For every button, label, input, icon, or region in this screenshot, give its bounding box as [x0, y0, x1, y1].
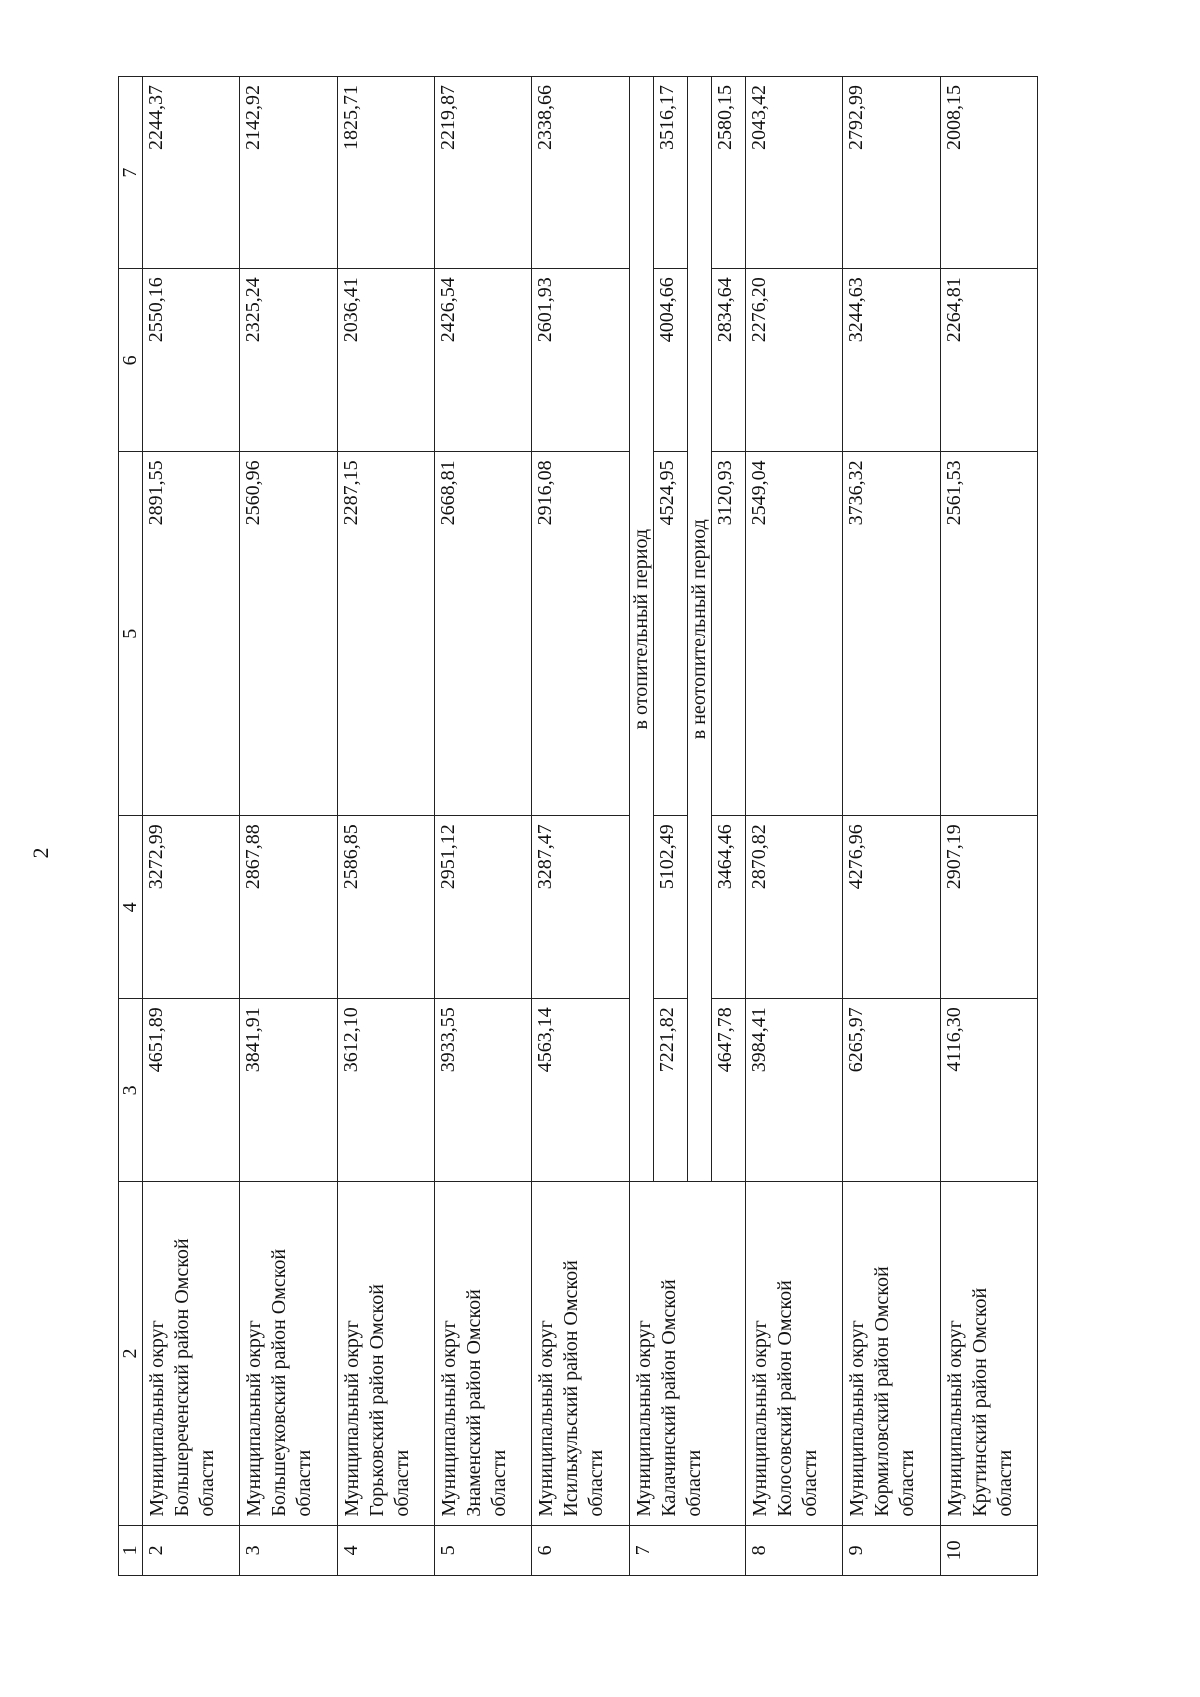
row-number: 5 — [435, 1525, 532, 1575]
value-cell: 2601,93 — [532, 269, 629, 452]
district-name: Муниципальный округ Знаменский район Омской области — [435, 1182, 532, 1525]
value-cell: 2549,04 — [745, 452, 842, 816]
value-cell: 2325,24 — [240, 269, 337, 452]
value-cell: 2586,85 — [337, 816, 434, 999]
value-cell: 2142,92 — [240, 77, 337, 269]
row-number: 9 — [843, 1525, 940, 1575]
district-name: Муниципальный округ Исилькульский район Омской области — [532, 1182, 629, 1525]
value-cell: 2287,15 — [337, 452, 434, 816]
value-cell: 2668,81 — [435, 452, 532, 816]
value-cell: 4276,96 — [843, 816, 940, 999]
district-name: Муниципальный округ Колосовский район Омской области — [745, 1182, 842, 1525]
row-number: 7 — [629, 1525, 745, 1575]
value-cell: 3244,63 — [843, 269, 940, 452]
value-cell: 3287,47 — [532, 816, 629, 999]
table-row — [532, 77, 629, 1576]
value-cell: 3736,32 — [843, 452, 940, 816]
header-cell: 1 — [119, 1525, 143, 1575]
row-number: 2 — [143, 1525, 240, 1575]
value-cell: 2951,12 — [435, 816, 532, 999]
value-cell: 3933,55 — [435, 999, 532, 1182]
header-cell: 3 — [119, 999, 143, 1182]
row-number: 4 — [337, 1525, 434, 1575]
district-name: Муниципальный округ Крутинский район Омской области — [940, 1182, 1037, 1525]
value-cell: 2907,19 — [940, 816, 1037, 999]
value-cell: 3516,17 — [653, 77, 687, 269]
row-number: 10 — [940, 1525, 1037, 1575]
value-cell: 5102,49 — [653, 816, 687, 999]
value-cell: 4524,95 — [653, 452, 687, 816]
value-cell: 7221,82 — [653, 999, 687, 1182]
district-name: Муниципальный округ Калачинский район Омской области — [629, 1182, 745, 1525]
value-cell: 4647,78 — [711, 999, 745, 1182]
value-cell: 4563,14 — [532, 999, 629, 1182]
value-cell: 2219,87 — [435, 77, 532, 269]
value-cell: 2891,55 — [143, 452, 240, 816]
header-cell: 2 — [119, 1182, 143, 1525]
district-name: Муниципальный округ Кормиловский район Омской области — [843, 1182, 940, 1525]
value-cell: 2916,08 — [532, 452, 629, 816]
value-cell: 2561,53 — [940, 452, 1037, 816]
value-cell: 3272,99 — [143, 816, 240, 999]
value-cell: 2264,81 — [940, 269, 1037, 452]
value-cell: 4116,30 — [940, 999, 1037, 1182]
table-row — [143, 77, 240, 1576]
row-number: 6 — [532, 1525, 629, 1575]
value-cell: 2792,99 — [843, 77, 940, 269]
heating-period-label: в отопительный период — [629, 77, 653, 1182]
value-cell: 4004,66 — [653, 269, 687, 452]
tariff-table — [118, 76, 1038, 1576]
header-cell: 6 — [119, 269, 143, 452]
header-cell: 5 — [119, 452, 143, 816]
value-cell: 2426,54 — [435, 269, 532, 452]
value-cell: 4651,89 — [143, 999, 240, 1182]
district-name: Муниципальный округ Большеуковский район Омской области — [240, 1182, 337, 1525]
value-cell: 2036,41 — [337, 269, 434, 452]
value-cell: 3612,10 — [337, 999, 434, 1182]
rotated-table-sheet — [118, 76, 1038, 1576]
header-row — [119, 77, 143, 1576]
value-cell: 2008,15 — [940, 77, 1037, 269]
row-number: 8 — [745, 1525, 842, 1575]
value-cell: 3841,91 — [240, 999, 337, 1182]
value-cell: 2560,96 — [240, 452, 337, 816]
value-cell: 3464,46 — [711, 816, 745, 999]
table-row — [240, 77, 337, 1576]
table-row — [435, 77, 532, 1576]
value-cell: 2276,20 — [745, 269, 842, 452]
value-cell: 6265,97 — [843, 999, 940, 1182]
value-cell: 2870,82 — [745, 816, 842, 999]
table-wrapper — [118, 76, 1038, 1576]
nonheating-period-label: в неотопительный период — [687, 77, 711, 1182]
row-number: 3 — [240, 1525, 337, 1575]
table-row — [940, 77, 1037, 1576]
value-cell: 2580,15 — [711, 77, 745, 269]
value-cell: 2867,88 — [240, 816, 337, 999]
value-cell: 2338,66 — [532, 77, 629, 269]
value-cell: 3120,93 — [711, 452, 745, 816]
value-cell: 2043,42 — [745, 77, 842, 269]
district-name: Муниципальный округ Большереченский район Омской области — [143, 1182, 240, 1525]
table-row — [843, 77, 940, 1576]
page-number: 2 — [28, 847, 53, 859]
header-cell: 7 — [119, 77, 143, 269]
table-row — [337, 77, 434, 1576]
value-cell: 2834,64 — [711, 269, 745, 452]
value-cell: 1825,71 — [337, 77, 434, 269]
district-name: Муниципальный округ Горьковский район Омской области — [337, 1182, 434, 1525]
value-cell: 2244,37 — [143, 77, 240, 269]
value-cell: 3984,41 — [745, 999, 842, 1182]
table-row-7-heating-label — [629, 77, 653, 1576]
table-row — [745, 77, 842, 1576]
header-cell: 4 — [119, 816, 143, 999]
value-cell: 2550,16 — [143, 269, 240, 452]
